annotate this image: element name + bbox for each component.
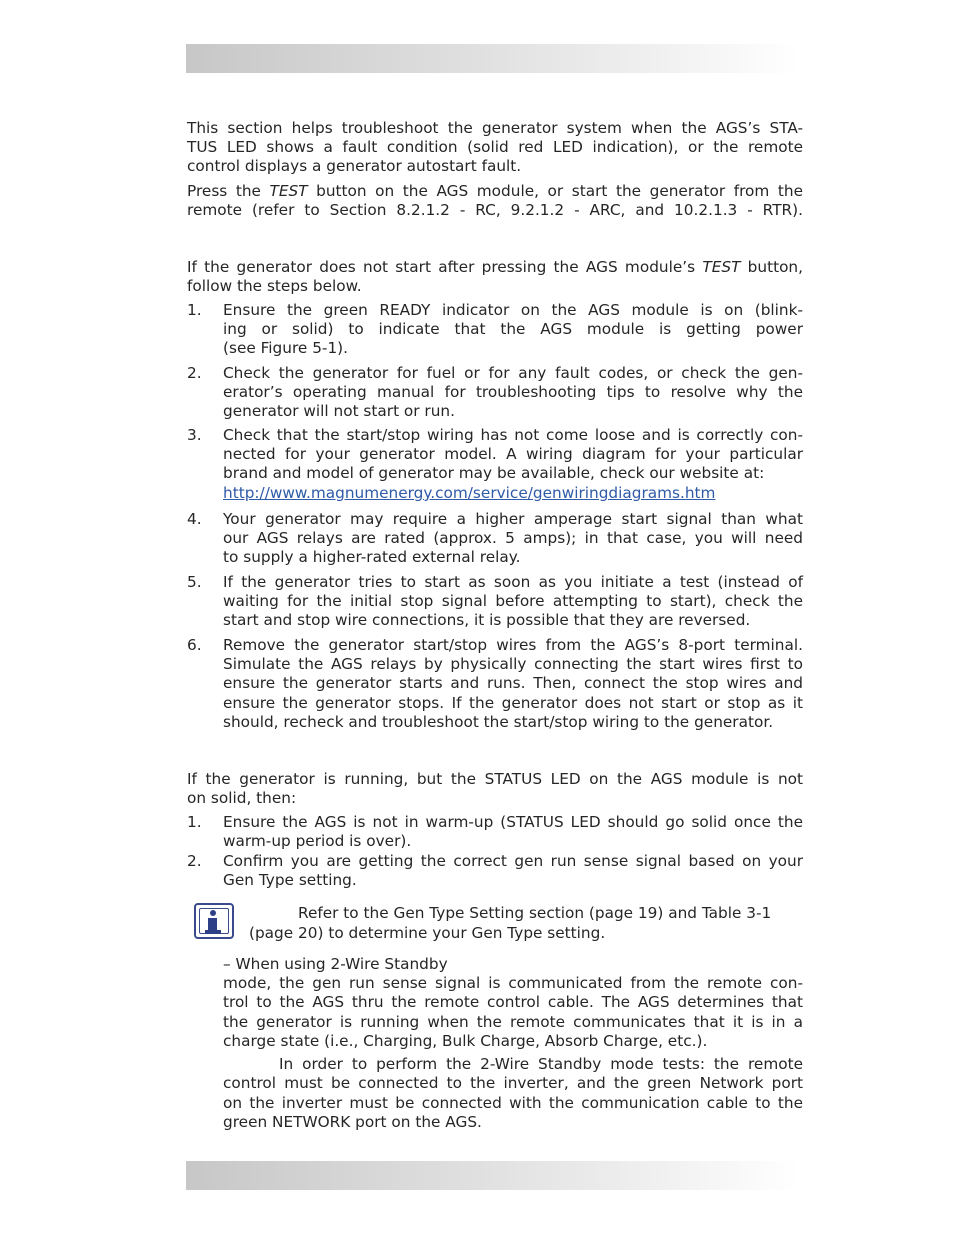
list-number: 3.: [187, 426, 202, 444]
list-line: nected for your generator model. A wiring diagram for your particular: [223, 445, 803, 463]
list-line: If the generator tries to start as soon as you initiate a test (instead of: [223, 573, 803, 591]
list-line: ensure the generator starts and runs. Then, connect the stop wires and: [223, 674, 803, 692]
list-line: Ensure the green READY indicator on the AGS module is on (blink-: [223, 301, 803, 319]
intro-line-1: This section helps troubleshoot the generator system when the AGS’s STA-: [187, 119, 803, 137]
intro-line-2: TUS LED shows a fault condition (solid red LED indication), or the remote: [187, 138, 803, 156]
footer-bar: [186, 1161, 800, 1190]
standby-line-2: mode, the gen run sense signal is communicated from the remote con-: [223, 974, 803, 992]
test-term: TEST: [702, 258, 741, 276]
intro-line-3: control displays a generator autostart fault.: [187, 157, 522, 175]
intro-p2-a: Press the: [187, 182, 270, 200]
list-number: 1.: [187, 301, 202, 319]
standby-line-5: charge state (i.e., Charging, Bulk Charge, Absorb Charge, etc.).: [223, 1032, 708, 1050]
running-lead-line-1: If the generator is running, but the STATUS LED on the AGS module is not: [187, 770, 803, 788]
list-line: Your generator may require a higher amperage start signal than what: [223, 510, 803, 528]
list-line: Gen Type setting.: [223, 871, 357, 889]
list-line: ensure the generator stops. If the generator does not start or stop as it: [223, 694, 803, 712]
standby-line-3: trol to the AGS thru the remote control cable. The AGS determines that: [223, 993, 803, 1011]
standby-line-4: the generator is running when the remote communicates that it is in a: [223, 1013, 803, 1031]
intro-p2-line-2: remote (refer to Section 8.2.1.2 - RC, 9.2.1.2 - ARC, and 10.2.1.3 - RTR).: [187, 201, 803, 219]
list-number: 5.: [187, 573, 202, 591]
list-number: 1.: [187, 813, 202, 831]
list-line: Ensure the AGS is not in warm-up (STATUS LED should go solid once the: [223, 813, 803, 831]
list-line: ing or solid) to indicate that the AGS module is getting power: [223, 320, 803, 338]
no-start-lead-a: If the generator does not start after pressing the AGS module’s: [187, 258, 703, 276]
info-icon: [194, 903, 234, 939]
list-line: generator will not start or run.: [223, 402, 455, 420]
standby-m-line-4: green NETWORK port on the AGS.: [223, 1113, 482, 1131]
header-bar: [186, 44, 800, 73]
no-start-lead-line-2: follow the steps below.: [187, 277, 362, 295]
list-number: 2.: [187, 364, 202, 382]
standby-line-1: – When using 2-Wire Standby: [223, 955, 448, 973]
list-line: waiting for the initial stop signal before attempting to start), check the: [223, 592, 803, 610]
list-number: 2.: [187, 852, 202, 870]
standby-m-line-3: on the inverter must be connected with the communication cable to the: [223, 1094, 803, 1112]
list-line: Check that the start/stop wiring has not come loose and is correctly con-: [223, 426, 803, 444]
list-line: Confirm you are getting the correct gen run sense signal based on your: [223, 852, 803, 870]
list-line: (see Figure 5-1).: [223, 339, 349, 357]
list-line: brand and model of generator may be available, check our website at:: [223, 464, 765, 482]
list-line: to supply a higher-rated external relay.: [223, 548, 521, 566]
note-line-1: Refer to the Gen Type Setting section (page 19) and Table 3-1: [298, 904, 772, 922]
list-line: should, recheck and troubleshoot the start/stop wiring to the generator.: [223, 713, 774, 731]
note-line-2: (page 20) to determine your Gen Type setting.: [249, 924, 606, 942]
list-line: erator’s operating manual for troubleshooting tips to resolve why the: [223, 383, 803, 401]
list-line: Simulate the AGS relays by physically connecting the start wires first to: [223, 655, 803, 673]
standby-m-line-1: In order to perform the 2-Wire Standby mode tests: the remote: [279, 1055, 803, 1073]
wiring-diagrams-link[interactable]: http://www.magnumenergy.com/service/genwiringdiagrams.htm: [223, 484, 716, 502]
list-line: Check the generator for fuel or for any fault codes, or check the gen-: [223, 364, 803, 382]
list-number: 6.: [187, 636, 202, 654]
no-start-lead-b: button,: [740, 258, 803, 276]
list-line: warm-up period is over).: [223, 832, 412, 850]
list-line: our AGS relays are rated (approx. 5 amps); in that case, you will need: [223, 529, 803, 547]
test-term: TEST: [269, 182, 308, 200]
list-line: start and stop wire connections, it is possible that they are reversed.: [223, 611, 751, 629]
running-lead-line-2: on solid, then:: [187, 789, 297, 807]
list-line: Remove the generator start/stop wires from the AGS’s 8-port terminal.: [223, 636, 803, 654]
list-number: 4.: [187, 510, 202, 528]
standby-m-line-2: control must be connected to the inverter, and the green Network port: [223, 1074, 803, 1092]
intro-p2-b: button on the AGS module, or start the generator from the: [307, 182, 803, 200]
